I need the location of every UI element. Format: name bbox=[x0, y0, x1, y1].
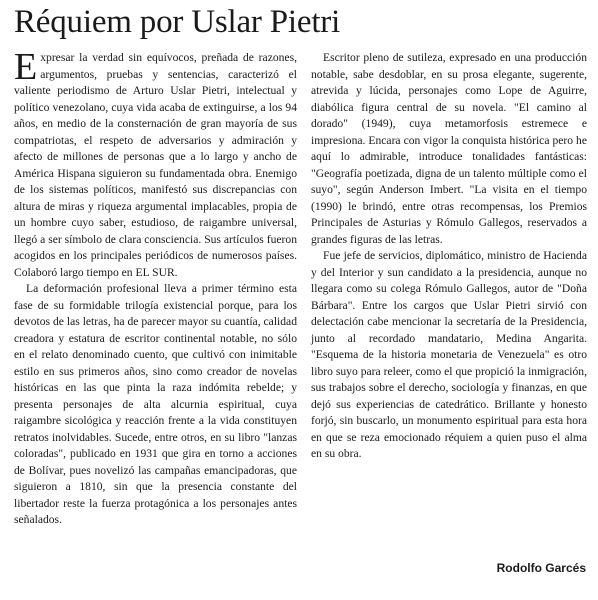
column-left bbox=[14, 46, 297, 600]
drop-cap: E bbox=[14, 46, 38, 88]
paragraph-4: Fue jefe de servicios, diplomático, ministro de Hacienda y del Interior y sun candidato a la presidencia, aunque no llegara como su colega Rómulo Gallegos, autor de "Doña Bárbara". Entre los cargos que Uslar Pietri sirvió con delectación cabe mencionar la secretaría de la Presidencia, junto al recordado mandatario, Medina Angarita. "Esquema de la historia monetaria de Venezuela" es otro libro suyo para releer, como el que propició la inmigración, sus trabajos sobre el derecho, sociología y finanzas, en que dejó sus experiencias de catedrático. Brillante y honesto forjó, sin buscarlo, un monumento espiritual para esta hora en que se reza emocionado réquiem a quien puso el alma en su obra. bbox=[311, 249, 587, 460]
headline: Réquiem por Uslar Pietri bbox=[14, 4, 341, 40]
paragraph-2: La deformación profesional lleva a primer término esta fase de su formidable trilogía existencial porque, para los devotos de las letras, ha de parecer mayor su cuantía, calidad creadora y estatura de escritor continental notable, no sólo en el relato denominado cuento, que cultivó con inimitable estilo en sus primeros años, sino como creador de novelas históricas en las que pinta la raza indómita rebelde; y presenta personajes de alta alcurnia espiritual, cuya raigambre sicológica y reacción frente a la vida constituyen retratos inolvidables. Sucede, entre otros, en su libro "lanzas coloradas", publicado en 1931 que gira en torno a acciones de Bolívar, pues novelizó las campañas emancipadoras, que siguieron a 1810, sin que la presencia constante del libertador reste la fuerza protagónica a los personajes antes señalados. bbox=[14, 282, 297, 526]
author-byline: Rodolfo Garcés bbox=[496, 561, 586, 575]
paragraph-1 bbox=[14, 46, 297, 281]
paragraph-1-text: xpresar la verdad sin equívocos, preñada de razones, argumentos, pruebas y sentencias, caracterizó el valiente periodismo de Arturo Uslar Pietri, intelectual y político venezolano, cuya vida acaba de extinguirse, a los 94 años, en medio de la consternación de gran mayoría de sus compatriotas, el respeto de adversarios y admiración y afecto de millones de personas que a lo largo y ancho de América Hispana siguieron su fundamentada obra. Enemigo de los sistemas políticos, manifestó sus discrepancias con altura de miras y riqueza argumental implacables, propia de un hombre cuyo saber, estudioso, de raigambre universal, llegó a ser símbolo de clara consciencia. Sus artículos fueron acogidos en los principales periódicos de numerosos países. Colaboró largo tiempo en EL SUR. bbox=[14, 51, 297, 279]
paragraph-3: Escritor pleno de sutileza, expresado en una producción notable, sabe desdoblar, en su prosa elegante, sugerente, atrevida y lúcida, personajes como Lope de Aguirre, diabólica figura central de su novela. "El camino al dorado" (1949), cuya metamorfosis estremece e impresiona. Encara con vigor la conquista histórica pero he aquí lo admirable, introduce tonalidades fantásticas: "Geografía poetizada, digna de un talento múltiple como el suyo", según Anderson Imbert. "La visita en el tiempo (1990) le brindó, entre otras recompensas, los Premios Principales de Asturias y Rómulo Gallegos, reservados a grandes figuras de las letras. bbox=[311, 51, 587, 246]
column-right bbox=[311, 50, 587, 600]
